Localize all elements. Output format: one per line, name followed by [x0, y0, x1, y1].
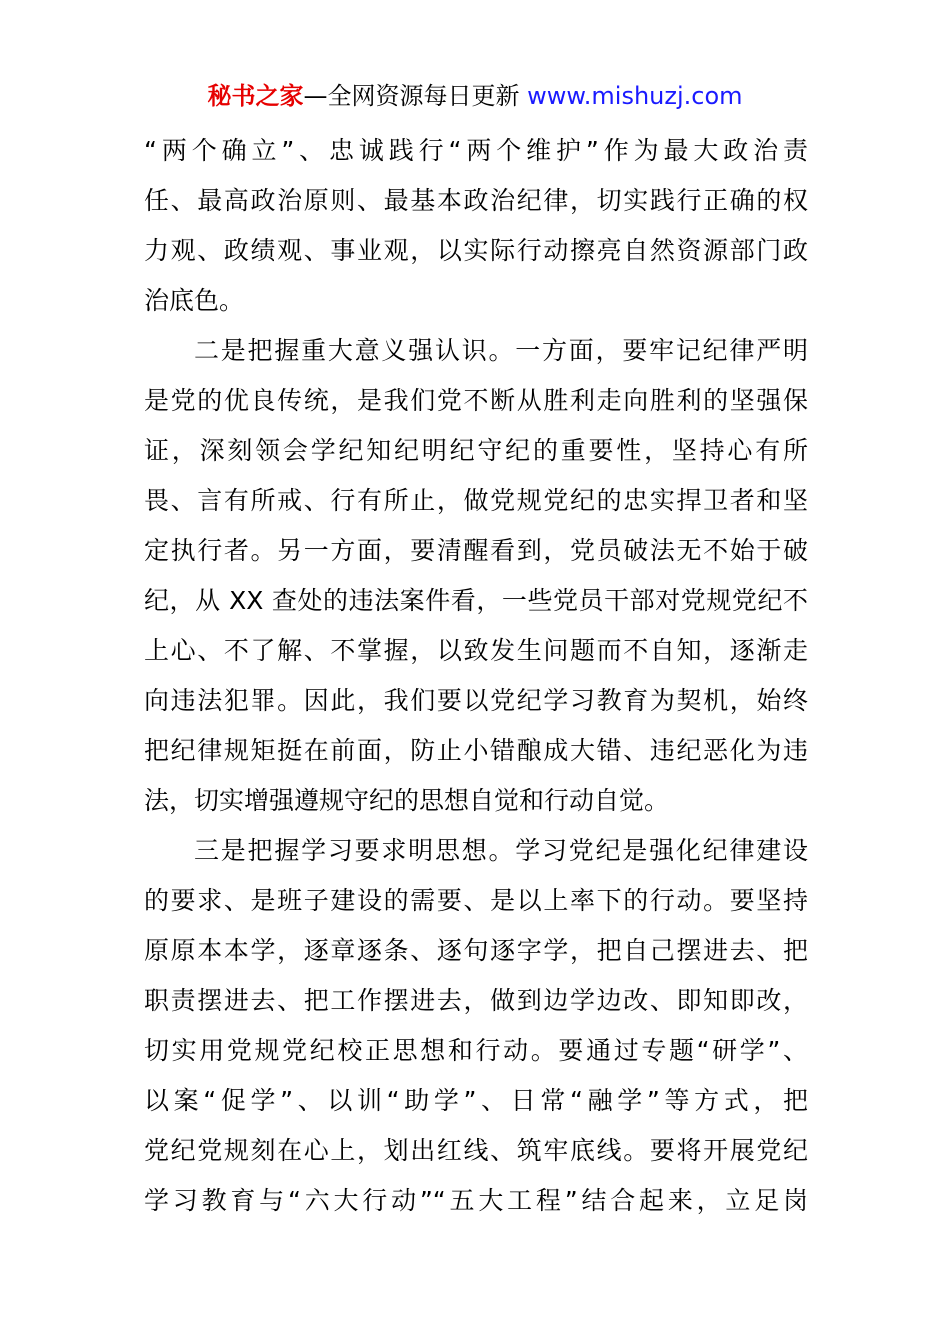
text-line: 的要求、是班子建设的需要、是以上率下的行动。要坚持 [144, 886, 808, 915]
text-line: 把纪律规矩挺在前面，防止小错酿成大错、违纪恶化为违 [144, 736, 808, 765]
site-brand: 秘书之家 [207, 82, 304, 110]
text-line: “两个确立”、忠诚践行“两个维护”作为最大政治责 [144, 136, 808, 165]
text-line: 定执行者。另一方面，要清醒看到，党员破法无不始于破 [144, 536, 808, 565]
text-line: 纪，从 XX 查处的违法案件看，一些党员干部对党规党纪不 [144, 586, 808, 615]
site-slogan: —全网资源每日更新 [303, 82, 520, 110]
text-line: 法，切实增强遵规守纪的思想自觉和行动自觉。 [144, 786, 670, 815]
text-line: 畏、言有所戒、行有所止，做党规党纪的忠实捍卫者和坚 [144, 486, 808, 515]
text-line: 党纪党规刻在心上，划出红线、筑牢底线。要将开展党纪 [144, 1136, 808, 1165]
text-line: 任、最高政治原则、最基本政治纪律，切实践行正确的权 [144, 186, 808, 215]
text-line: 以案“促学”、以训“助学”、日常“融学”等方式，把 [144, 1086, 808, 1115]
text-line: 切实用党规党纪校正思想和行动。要通过专题“研学”、 [144, 1036, 808, 1065]
paragraph [144, 126, 808, 326]
text-line: 向违法犯罪。因此，我们要以党纪学习教育为契机，始终 [144, 686, 808, 715]
site-header [0, 80, 950, 112]
text-line: 治底色。 [144, 286, 245, 315]
paragraph [144, 826, 808, 1226]
document-body [144, 126, 808, 1226]
text-line: 是党的优良传统，是我们党不断从胜利走向胜利的坚强保 [144, 386, 808, 415]
text-line: 上心、不了解、不掌握，以致发生问题而不自知，逐渐走 [144, 636, 808, 665]
text-line: 职责摆进去、把工作摆进去，做到边学边改、即知即改， [144, 986, 808, 1015]
text-line: 三是把握学习要求明思想。学习党纪是强化纪律建设 [194, 836, 808, 865]
paragraph [144, 326, 808, 826]
text-line: 证，深刻领会学纪知纪明纪守纪的重要性，坚持心有所 [144, 436, 808, 465]
site-url-link[interactable]: www.mishuzj.com [527, 82, 743, 110]
text-line: 原原本本学，逐章逐条、逐句逐字学，把自己摆进去、把 [144, 936, 808, 965]
text-line: 力观、政绩观、事业观，以实际行动擦亮自然资源部门政 [144, 236, 808, 265]
text-line: 二是把握重大意义强认识。一方面，要牢记纪律严明 [194, 336, 808, 365]
text-line: 学习教育与“六大行动”“五大工程”结合起来，立足岗 [144, 1186, 808, 1215]
